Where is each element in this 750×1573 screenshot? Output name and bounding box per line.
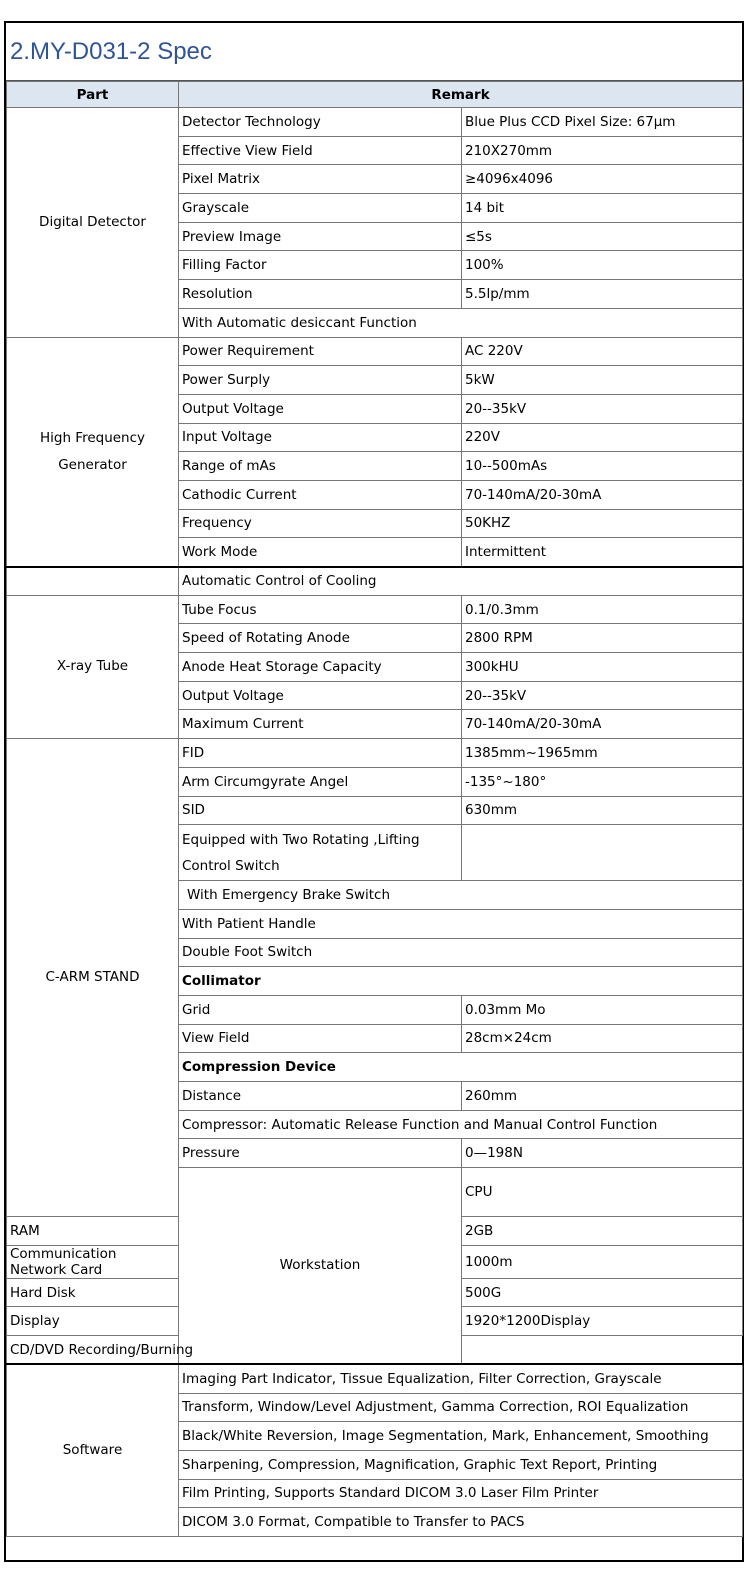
spec-note: Automatic Control of Cooling <box>179 567 743 596</box>
spec-label: Power Requirement <box>179 337 462 366</box>
spec-label: Speed of Rotating Anode <box>179 624 462 653</box>
spec-value: -135°~180° <box>462 767 743 796</box>
table-row <box>7 739 743 768</box>
spec-label: Hard Disk <box>7 1278 179 1307</box>
spec-value: 50KHZ <box>462 509 743 538</box>
software-line: Sharpening, Compression, Magnification, Graphic Text Report, Printing <box>179 1450 743 1479</box>
spec-label: Pressure <box>179 1139 462 1168</box>
table-row <box>7 1364 743 1393</box>
software-line: Black/White Reversion, Image Segmentation, Mark, Enhancement, Smoothing <box>179 1422 743 1451</box>
spec-value: ≤5s <box>462 222 743 251</box>
spec-value: 220V <box>462 423 743 452</box>
spec-label: Pixel Matrix <box>179 165 462 194</box>
software-line: Transform, Window/Level Adjustment, Gamma Correction, ROI Equalization <box>179 1393 743 1422</box>
spec-value: 260mm <box>462 1082 743 1111</box>
spec-value: ≥4096x4096 <box>462 165 743 194</box>
spec-value: 5.5lp/mm <box>462 280 743 309</box>
spec-note: CD/DVD Recording/Burning <box>7 1336 462 1365</box>
spec-value: 20--35kV <box>462 681 743 710</box>
spec-note: With Patient Handle <box>179 909 743 938</box>
spec-value: 100% <box>462 251 743 280</box>
spec-label: CPU <box>462 1168 743 1217</box>
spec-value: 0.1/0.3mm <box>462 595 743 624</box>
spec-value: 14 bit <box>462 194 743 223</box>
spec-label: Output Voltage <box>179 681 462 710</box>
software-line: Imaging Part Indicator, Tissue Equalization, Filter Correction, Grayscale <box>179 1364 743 1393</box>
header-part: Part <box>7 82 179 108</box>
subsection-compression: Compression Device <box>179 1053 743 1082</box>
spec-label: Detector Technology <box>179 108 462 137</box>
spec-value-empty <box>462 825 743 881</box>
spec-note: With Automatic desiccant Function <box>179 308 743 337</box>
software-line: DICOM 3.0 Format, Compatible to Transfer to PACS <box>179 1508 743 1537</box>
spec-value: Intermittent <box>462 538 743 567</box>
spec-label: Display <box>7 1307 179 1336</box>
spec-label: Frequency <box>179 509 462 538</box>
part-generator: High Frequency Generator <box>7 337 179 567</box>
table-row <box>7 1336 743 1365</box>
spec-label: Grayscale <box>179 194 462 223</box>
spec-value: 1385mm~1965mm <box>462 739 743 768</box>
spec-label: Power Surply <box>179 366 462 395</box>
spec-value: 70-140mA/20-30mA <box>462 710 743 739</box>
spec-label: Preview Image <box>179 222 462 251</box>
table-row <box>7 595 743 624</box>
spec-label: Equipped with Two Rotating ,Lifting Control Switch <box>179 825 462 881</box>
spec-label: Effective View Field <box>179 136 462 165</box>
spec-label: Input Voltage <box>179 423 462 452</box>
spec-value: 20--35kV <box>462 394 743 423</box>
spec-label: FID <box>179 739 462 768</box>
spec-value: AC 220V <box>462 337 743 366</box>
spec-label: Output Voltage <box>179 394 462 423</box>
spec-value: 630mm <box>462 796 743 825</box>
spec-note: Compressor: Automatic Release Function and Manual Control Function <box>179 1110 743 1139</box>
spec-label: Grid <box>179 995 462 1024</box>
header-remark: Remark <box>179 82 743 108</box>
spec-label: Anode Heat Storage Capacity <box>179 653 462 682</box>
part-empty <box>7 567 179 596</box>
table-row <box>7 337 743 366</box>
subsection-collimator: Collimator <box>179 967 743 996</box>
spec-label: View Field <box>179 1024 462 1053</box>
spec-sheet <box>4 21 744 1562</box>
spec-label: Cathodic Current <box>179 480 462 509</box>
spec-value: 2800 RPM <box>462 624 743 653</box>
spec-note: With Emergency Brake Switch <box>179 881 743 910</box>
spec-value: 2GB <box>462 1217 743 1246</box>
spec-label: Range of mAs <box>179 452 462 481</box>
spec-value: 70-140mA/20-30mA <box>462 480 743 509</box>
spec-value: 10--500mAs <box>462 452 743 481</box>
spec-value: 0.03mm Mo <box>462 995 743 1024</box>
spec-value: 300kHU <box>462 653 743 682</box>
table-row <box>7 567 743 596</box>
spec-note: Double Foot Switch <box>179 938 743 967</box>
spec-value: 0—198N <box>462 1139 743 1168</box>
software-line: Film Printing, Supports Standard DICOM 3.0 Laser Film Printer <box>179 1479 743 1508</box>
spec-label: Arm Circumgyrate Angel <box>179 767 462 796</box>
spec-label: Work Mode <box>179 538 462 567</box>
spec-value: 500G <box>462 1278 743 1307</box>
spec-label: Distance <box>179 1082 462 1111</box>
spec-value: 1920*1200Display <box>462 1307 743 1336</box>
page-title: 2.MY-D031-2 Spec <box>6 23 742 81</box>
spec-value: 28cm×24cm <box>462 1024 743 1053</box>
spec-value: 1000m <box>462 1245 743 1278</box>
spec-label: Resolution <box>179 280 462 309</box>
table-header-row <box>7 82 743 108</box>
spec-value: Blue Plus CCD Pixel Size: 67μm <box>462 108 743 137</box>
spec-label: Communication Network Card <box>7 1245 179 1278</box>
spec-value: 210X270mm <box>462 136 743 165</box>
part-digital-detector: Digital Detector <box>7 108 179 338</box>
spec-label: Maximum Current <box>179 710 462 739</box>
part-carm-stand: C-ARM STAND <box>7 739 179 1217</box>
spec-label: RAM <box>7 1217 179 1246</box>
spec-label: Tube Focus <box>179 595 462 624</box>
part-workstation: Workstation <box>179 1168 462 1365</box>
spec-value: 5kW <box>462 366 743 395</box>
part-xray-tube: X-ray Tube <box>7 595 179 738</box>
spec-label: Filling Factor <box>179 251 462 280</box>
table-row <box>7 108 743 137</box>
spec-label: SID <box>179 796 462 825</box>
part-software: Software <box>7 1364 179 1536</box>
spec-table <box>6 81 743 1537</box>
